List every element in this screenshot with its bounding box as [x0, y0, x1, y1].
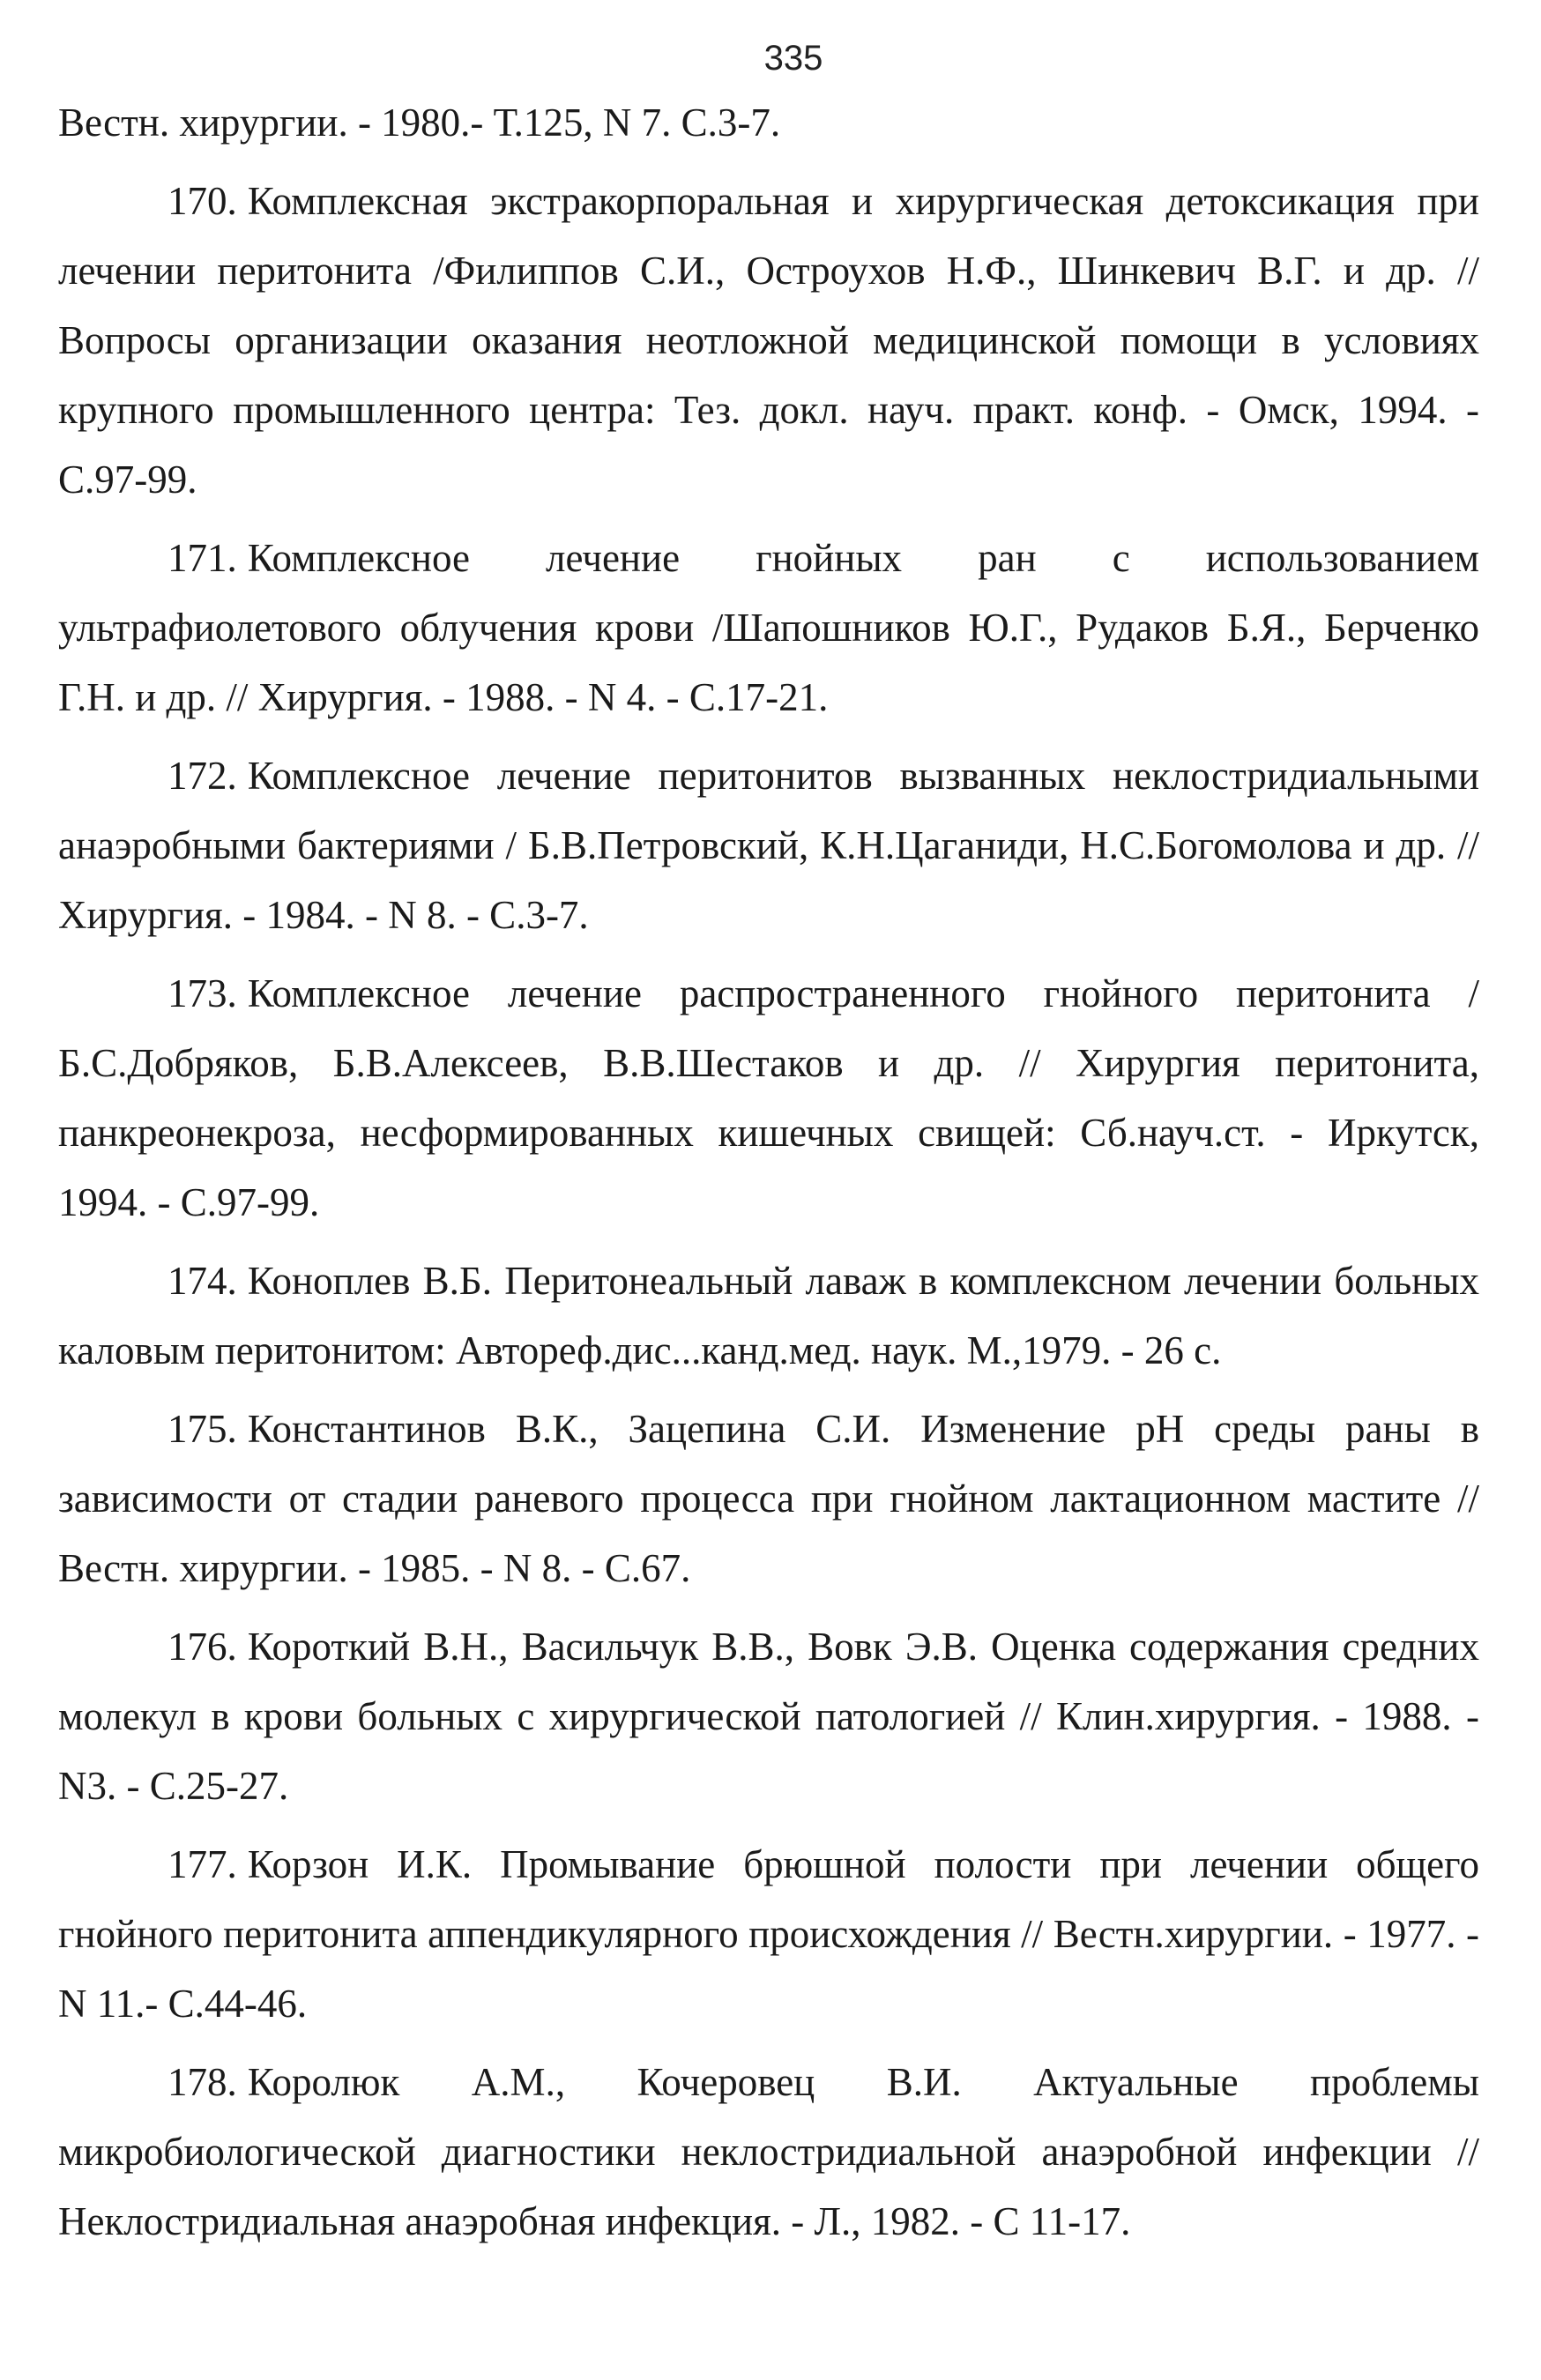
reference-item-174 [58, 1246, 1479, 1386]
reference-text: Комплексное лечение распространенного гнойного перитонита / Б.С.Добряков, Б.В.Алексеев, В.В.Шестаков и др. // Хирургия перитонита, панкреонекроза, несформированных кишечных свищей: Сб.науч.ст. - Иркутск, 1994. - С.97-99. [58, 971, 1479, 1224]
reference-number: 172. [168, 754, 237, 798]
reference-number: 177. [168, 1842, 237, 1886]
page-number: 335 [763, 39, 823, 78]
reference-text: Комплексное лечение гнойных ран с использованием ультрафиолетового облучения крови /Шапошников Ю.Г., Рудаков Б.Я., Берченко Г.Н. и др. // Хирургия. - 1988. - N 4. - С.17-21. [58, 536, 1479, 719]
reference-text: Комплексная экстракорпоральная и хирургическая детоксикация при лечении перитонита /Филиппов С.И., Остроухов Н.Ф., Шинкевич В.Г. и др. // Вопросы организации оказания неотложной медицинской помощи в условиях крупного промышленного центра: Тез. докл. науч. практ. конф. - Омск, 1994. - С.97-99. [58, 179, 1479, 502]
reference-continuation: Вестн. хирургии. - 1980.- Т.125, N 7. С.3-7. [58, 100, 781, 145]
reference-item-170 [58, 167, 1479, 515]
reference-item-172 [58, 741, 1479, 950]
reference-text: Короткий В.Н., Васильчук В.В., Вовк Э.В. Оценка содержания средних молекул в крови больных с хирургической патологией // Клин.хирургия. - 1988. - N3. - С.25-27. [58, 1625, 1479, 1808]
reference-text: Константинов В.К., Зацепина С.И. Изменение pH среды раны в зависимости от стадии раневого процесса при гнойном лактационном мастите // Вестн. хирургии. - 1985. - N 8. - С.67. [58, 1407, 1479, 1590]
reference-text: Королюк А.М., Кочеровец В.И. Актуальные проблемы микробиологической диагностики неклостридиальной анаэробной инфекции // Неклостридиальная анаэробная инфекция. - Л., 1982. - С 11-17. [58, 2060, 1479, 2243]
reference-text: Корзон И.К. Промывание брюшной полости при лечении общего гнойного перитонита аппендикулярного происхождения // Вестн.хирургии. - 1977. - N 11.- С.44-46. [58, 1842, 1479, 2026]
reference-number: 175. [168, 1407, 237, 1451]
reference-number: 178. [168, 2060, 237, 2104]
reference-text: Коноплев В.Б. Перитонеальный лаваж в комплексном лечении больных каловым перитонитом: Автореф.дис...канд.мед. наук. М.,1979. - 26 с. [58, 1259, 1479, 1372]
reference-item-171 [58, 524, 1479, 733]
reference-item-175 [58, 1395, 1479, 1603]
reference-number: 170. [168, 179, 237, 223]
reference-item-177 [58, 1830, 1479, 2039]
reference-number: 174. [168, 1259, 237, 1303]
reference-item-178 [58, 2048, 1479, 2257]
reference-number: 171. [168, 536, 237, 580]
reference-number: 173. [168, 971, 237, 1015]
reference-text: Комплексное лечение перитонитов вызванных неклостридиальными анаэробными бактериями / Б.В.Петровский, К.Н.Цаганиди, Н.С.Богомолова и др. // Хирургия. - 1984. - N 8. - С.3-7. [58, 754, 1479, 937]
reference-item-173 [58, 959, 1479, 1238]
reference-item-176 [58, 1612, 1479, 1821]
reference-number: 176. [168, 1625, 237, 1669]
reference-list [58, 88, 1479, 2257]
